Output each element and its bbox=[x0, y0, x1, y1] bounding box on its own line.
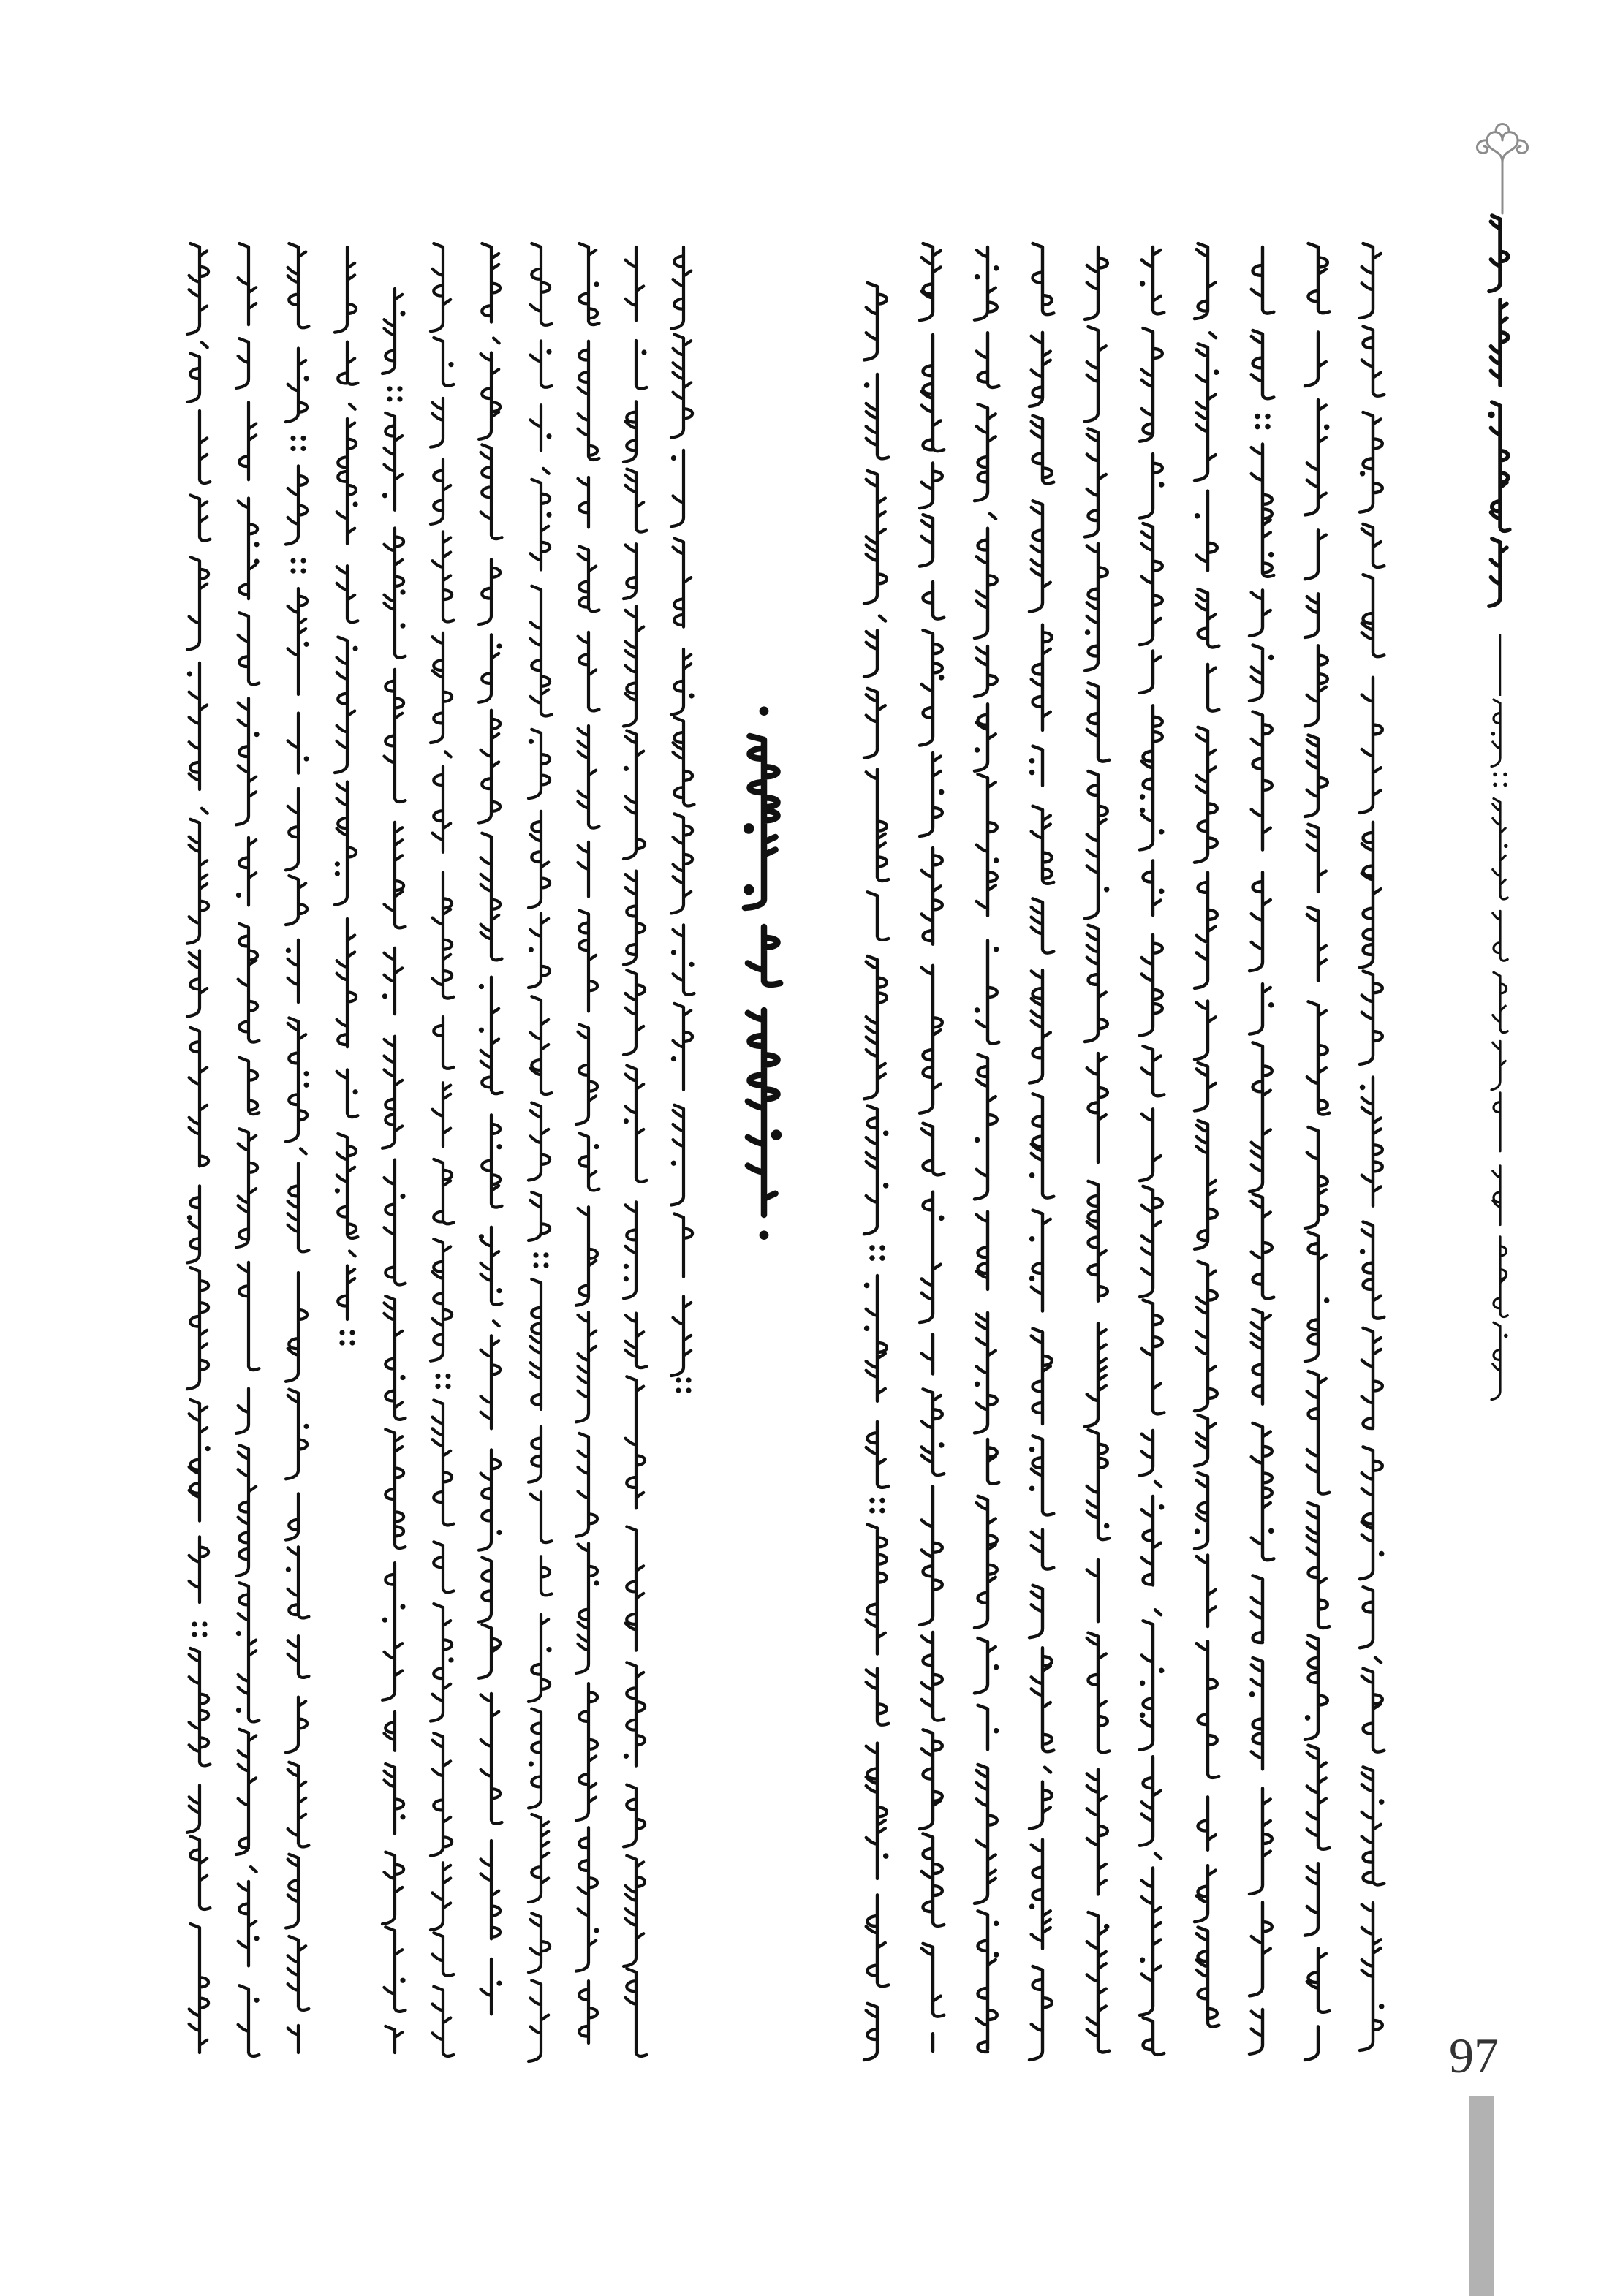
text-column-strokes bbox=[1029, 243, 1053, 2060]
running-header-bold bbox=[1489, 216, 1510, 606]
heading-bullet-bottom: • bbox=[754, 1218, 773, 1255]
text-column-strokes bbox=[624, 247, 647, 2056]
text-column-strokes bbox=[431, 243, 454, 2056]
heading-bullet-top: • bbox=[754, 694, 773, 731]
text-column-strokes bbox=[1195, 243, 1219, 2027]
text-column-strokes bbox=[479, 243, 502, 2014]
text-column bbox=[1305, 243, 1329, 2060]
text-column bbox=[864, 283, 888, 2060]
section-heading-strokes bbox=[745, 736, 780, 1215]
text-column-strokes bbox=[1249, 247, 1274, 2054]
text-column bbox=[671, 247, 695, 1390]
text-column bbox=[1029, 243, 1053, 2060]
text-column-strokes bbox=[1140, 247, 1164, 2055]
text-column bbox=[576, 243, 599, 2043]
text-column-strokes bbox=[975, 247, 999, 2052]
text-column bbox=[529, 243, 552, 2061]
text-column bbox=[975, 247, 999, 2052]
text-column bbox=[920, 243, 944, 2051]
text-column bbox=[479, 243, 502, 2014]
text-column-strokes bbox=[286, 243, 309, 2053]
running-header-bold-strokes bbox=[1489, 216, 1510, 606]
text-column bbox=[1140, 247, 1164, 2055]
text-column-strokes bbox=[671, 247, 695, 1376]
text-column-strokes bbox=[335, 247, 357, 1319]
text-column bbox=[624, 247, 647, 2056]
section-heading bbox=[745, 736, 780, 1215]
text-column bbox=[236, 243, 259, 2056]
text-column bbox=[1085, 247, 1109, 2053]
text-column bbox=[1360, 243, 1384, 2050]
text-column bbox=[382, 289, 406, 2053]
text-column-strokes bbox=[1085, 247, 1109, 2053]
text-column bbox=[187, 243, 210, 2053]
text-column bbox=[1249, 247, 1274, 2054]
text-column bbox=[286, 243, 309, 2053]
page-edge-bar bbox=[1469, 2096, 1494, 2296]
running-header-strokes bbox=[1491, 700, 1507, 1400]
text-column bbox=[431, 243, 454, 2056]
text-column-strokes bbox=[920, 243, 944, 2051]
text-column-strokes bbox=[1360, 243, 1384, 2050]
text-column bbox=[1195, 243, 1219, 2027]
running-header bbox=[1491, 700, 1507, 1400]
text-column-strokes bbox=[382, 289, 406, 2053]
text-column-strokes bbox=[576, 243, 599, 2043]
text-column-strokes bbox=[1305, 243, 1329, 2060]
text-column-strokes bbox=[187, 243, 210, 2053]
text-column-strokes bbox=[236, 243, 259, 2056]
text-column bbox=[335, 247, 357, 1343]
text-column-strokes bbox=[864, 283, 888, 2060]
page-number: 97 bbox=[1449, 2028, 1499, 2083]
